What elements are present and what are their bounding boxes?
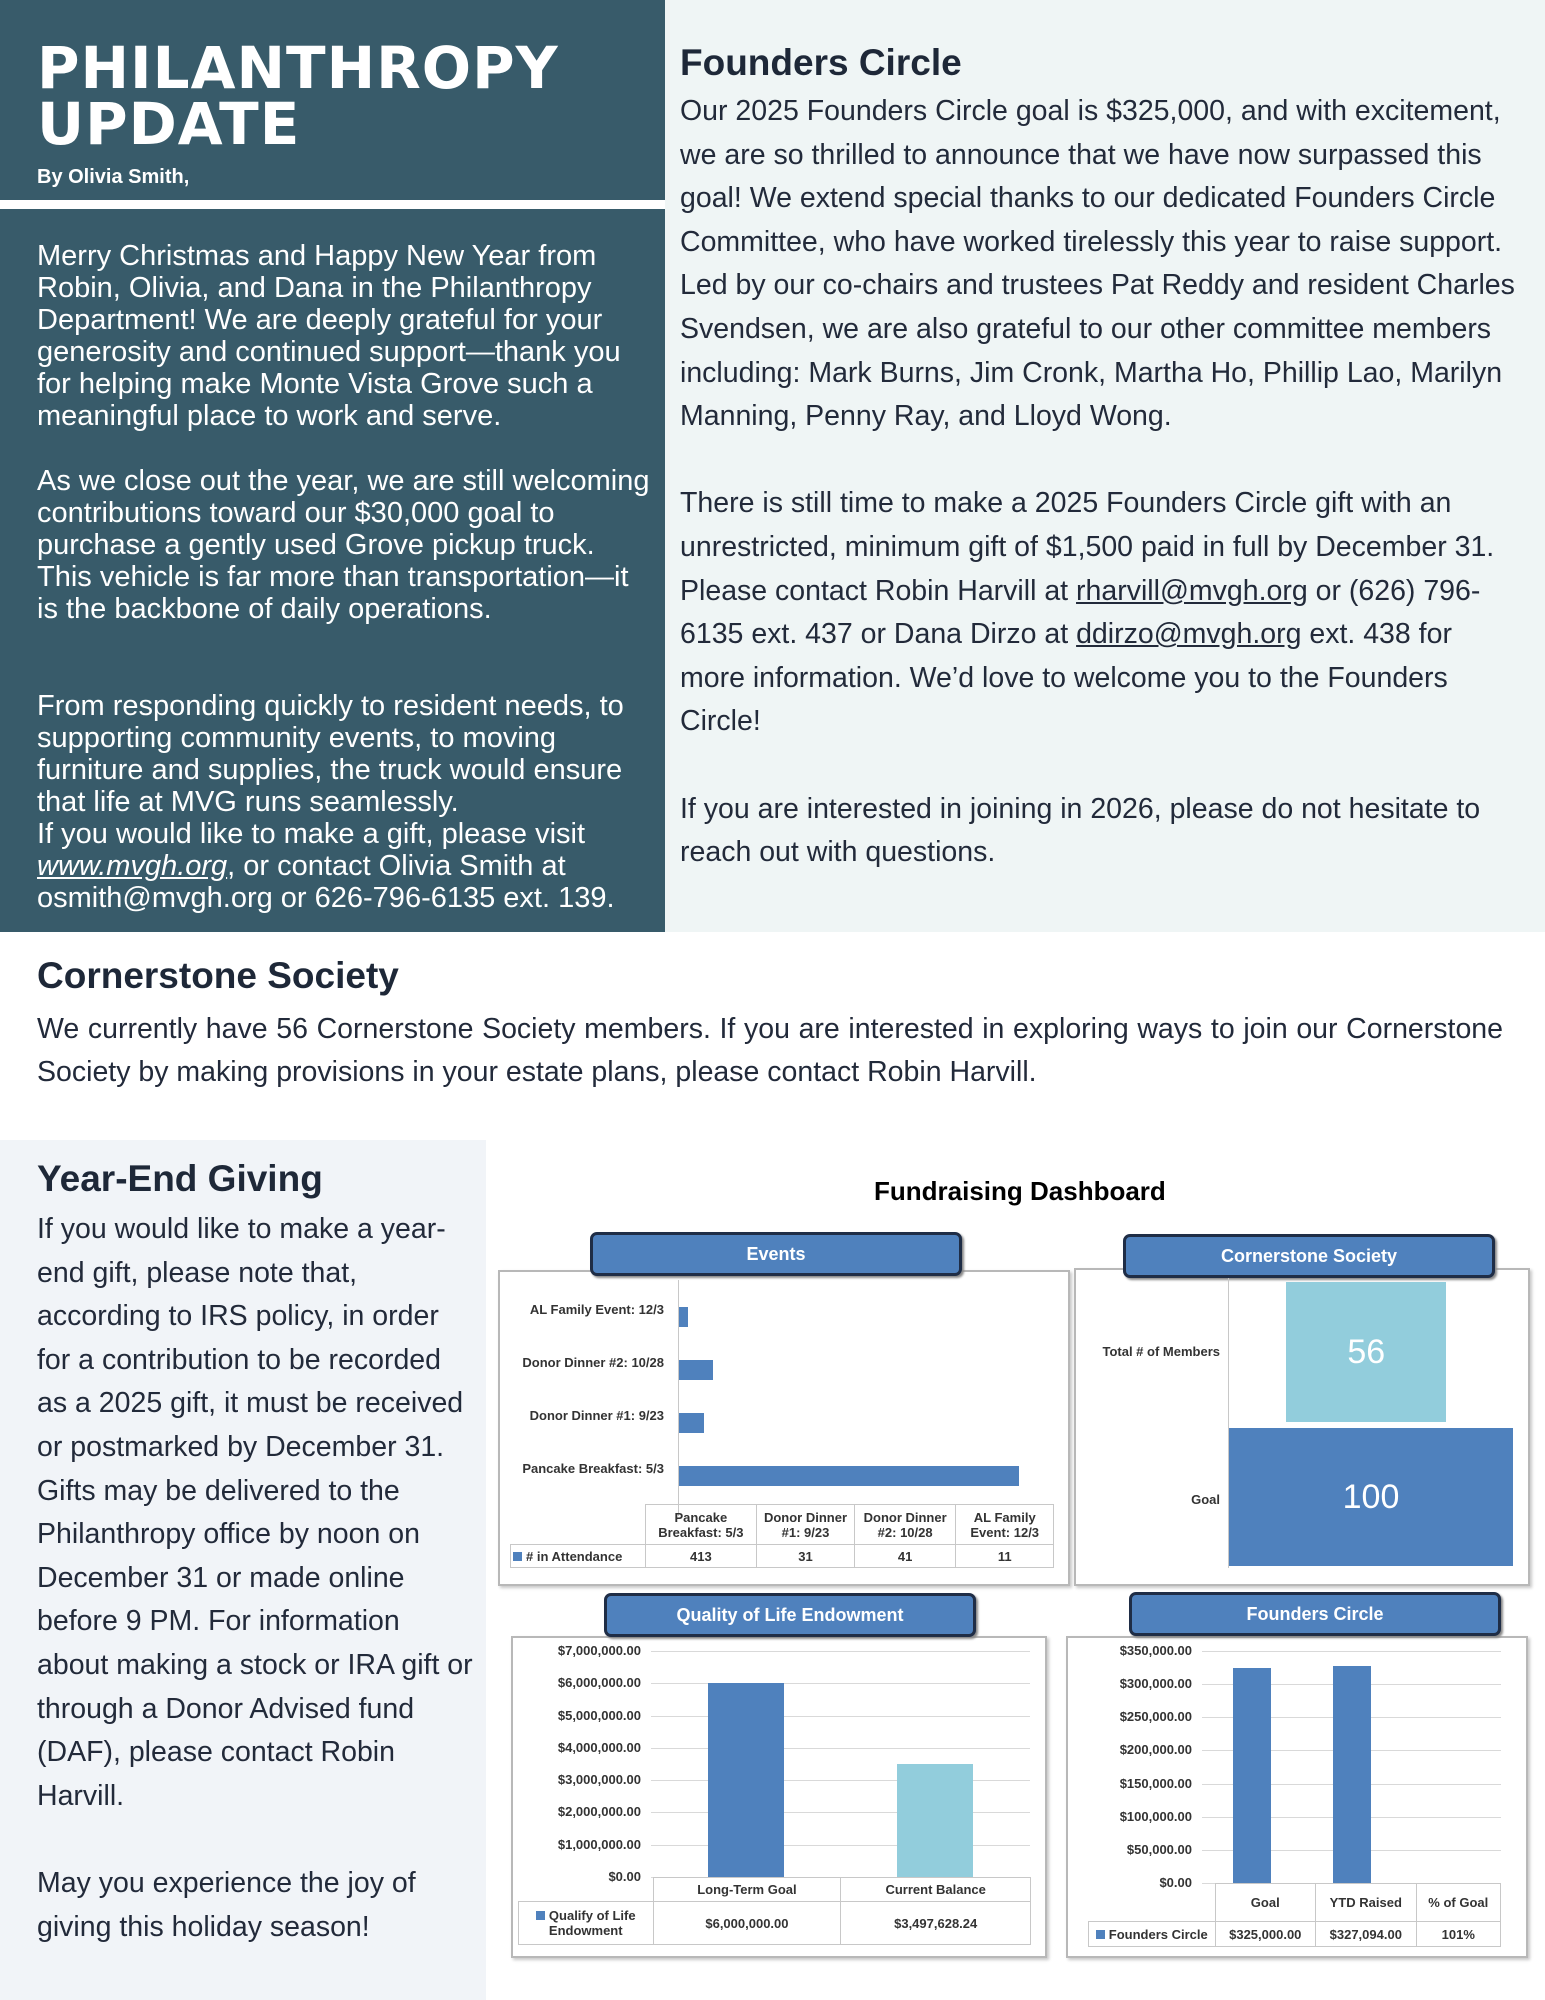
- y-tick-label: $200,000.00: [1119, 1742, 1192, 1758]
- intro-paragraph-2: As we close out the year, we are still welcoming contributions toward our $30,000 goal to purchase a gently used Grove pickup truck. This vehicle is far more than transportation—it is the backbone of daily operations.: [37, 465, 650, 625]
- legend-label: # in Attendance: [526, 1548, 623, 1564]
- founders-chart-title: Founders Circle: [1129, 1592, 1501, 1636]
- events-data-table: [510, 1504, 1054, 1568]
- founders-paragraph-1: Our 2025 Founders Circle goal is $325,000, and with excitement, we are so thrilled to announce that we have now surpassed this goal! We extend special thanks to our dedicated Founders Circle Committee, who have worked tirelessly this year to raise support. Led by our co-chairs and trustees Pat Reddy and resident Charles Svendsen, we are also grateful to our other committee members including: Mark Burns, Jim Cronk, Martha Ho, Phillip Lao, Marilyn Manning, Penny Ray, and Lloyd Wong.: [680, 95, 1515, 433]
- founders-paragraph-2: [680, 482, 1520, 744]
- intro-paragraph-1: Merry Christmas and Happy New Year from Robin, Olivia, and Dana in the Philanthropy Department! We are deeply grateful for your generosity and continued support—thank you for helping make Monte Vista Grove such a meaningful place to work and serve.: [37, 240, 621, 432]
- intro-paragraph-3: From responding quickly to resident needs, to supporting community events, to moving furniture and supplies, the truck would ensure that life at MVG runs seamlessly.: [37, 690, 624, 818]
- legend-swatch: [1096, 1930, 1105, 1939]
- dana-email-link[interactable]: ddirzo@mvgh.org: [1076, 618, 1302, 651]
- y-tick-label: $0.00: [608, 1869, 641, 1884]
- events-category-label: AL Family Event: 12/3: [529, 1302, 664, 1317]
- legend-label: Founders Circle: [1108, 1926, 1208, 1942]
- legend-cell: [511, 1545, 646, 1568]
- table-cell: 41: [854, 1545, 956, 1568]
- table-header: Long-Term Goal: [653, 1878, 841, 1902]
- endowment-chart-title: Quality of Life Endowment: [604, 1593, 976, 1637]
- table-cell: 11: [956, 1545, 1054, 1568]
- endowment-plot: [557, 1643, 1030, 1884]
- endowment-data-table: [518, 1877, 1031, 1945]
- events-bar: [679, 1466, 1019, 1486]
- table-cell: $6,000,000.00: [653, 1902, 841, 1945]
- table-cell: 413: [645, 1545, 757, 1568]
- cornerstone-heading: Cornerstone Society: [37, 955, 399, 996]
- founders-info-text: ext. 438 for more information. We’d love to welcome you to the Founders Circle!: [680, 618, 1452, 738]
- founders-data-table: [1088, 1883, 1501, 1947]
- cornerstone-plot: [1229, 1278, 1515, 1570]
- founders-body: [680, 90, 1520, 875]
- column-bar: [1233, 1668, 1271, 1883]
- table-header: Pancake Breakfast: 5/3: [645, 1505, 757, 1545]
- legend-cell: [519, 1902, 654, 1945]
- events-bar: [679, 1360, 713, 1380]
- founders-paragraph-3: If you are interested in joining in 2026, please do not hesitate to reach out with questions.: [680, 792, 1481, 869]
- table-header: Donor Dinner #2: 10/28: [854, 1505, 956, 1545]
- events-chart-title: Events: [590, 1232, 962, 1276]
- table-header: AL Family Event: 12/3: [956, 1505, 1054, 1545]
- events-bar: [679, 1307, 688, 1327]
- cornerstone-bar: [1229, 1428, 1513, 1566]
- y-tick-label: $50,000.00: [1126, 1841, 1192, 1857]
- y-tick-label: $250,000.00: [1119, 1709, 1192, 1725]
- intro-paragraph-4: [37, 818, 657, 914]
- robin-email-link[interactable]: rharvill@mvgh.org: [1076, 574, 1308, 607]
- byline: By Olivia Smith,: [37, 166, 190, 188]
- intro-gift-text: If you would like to make a gift, please visit: [37, 818, 586, 850]
- table-corner: [511, 1505, 646, 1545]
- column-bar: [708, 1683, 784, 1877]
- founders-heading: Founders Circle: [680, 42, 962, 83]
- y-tick-label: $5,000,000.00: [557, 1707, 641, 1723]
- website-link[interactable]: www.mvgh.org: [37, 850, 228, 882]
- legend-label: Qualify of Life Endowment: [548, 1908, 636, 1938]
- cornerstone-body: We currently have 56 Cornerstone Society members. If you are interested in exploring ways to join our Cornerstone Society by making provisions in your estate plans, please contact Robin Harvill.: [37, 1013, 1503, 1088]
- dashboard-title: Fundraising Dashboard: [874, 1176, 1166, 1206]
- events-bar: [679, 1413, 704, 1433]
- year-end-paragraph-2: May you experience the joy of giving this holiday season!: [37, 1866, 416, 1943]
- events-category-label: Donor Dinner #2: 10/28: [522, 1355, 664, 1370]
- events-plot: [679, 1280, 1049, 1516]
- table-header: Goal: [1215, 1884, 1316, 1922]
- gridline: [1202, 1651, 1501, 1652]
- cornerstone-category-label: Goal: [1191, 1492, 1220, 1507]
- year-end-paragraph-1: If you would like to make a year-end gift, please note that, according to IRS policy, in order for a contribution to be recorded as a 2025 gift, it must be received or postmarked by December 31. Gifts may be delivered to the Philanthropy office by noon on December 31 or made online before 9 PM. For information about making a stock or IRA gift or through a Donor Advised fund (DAF), please contact Robin Harvill.: [37, 1213, 473, 1812]
- year-end-heading: Year-End Giving: [37, 1158, 323, 1199]
- legend-swatch: [536, 1911, 545, 1920]
- table-cell: $3,497,628.24: [841, 1902, 1031, 1945]
- table-corner: [519, 1878, 654, 1902]
- year-end-body: [37, 1208, 477, 1949]
- founders-phone-text: or (626) 796-6135 ext. 437 or Dana Dirzo at: [680, 574, 1481, 651]
- table-header: YTD Raised: [1316, 1884, 1417, 1922]
- y-tick-label: $3,000,000.00: [557, 1772, 641, 1788]
- y-tick-label: $4,000,000.00: [557, 1739, 641, 1755]
- table-header: Donor Dinner #1: 9/23: [757, 1505, 855, 1545]
- table-corner: [1089, 1884, 1216, 1922]
- intro-contact-text: , or contact Olivia Smith at osmith@mvgh.org or 626-796-6135 ext. 139.: [37, 850, 615, 914]
- cornerstone-value-label: 100: [1342, 1477, 1400, 1516]
- table-cell: $327,094.00: [1316, 1922, 1417, 1947]
- y-tick-label: $7,000,000.00: [557, 1643, 641, 1658]
- cornerstone-value-label: 56: [1347, 1332, 1386, 1371]
- column-bar: [897, 1764, 973, 1877]
- events-category-label: Pancake Breakfast: 5/3: [522, 1461, 664, 1476]
- founders-plot: [1119, 1643, 1501, 1890]
- y-tick-label: $2,000,000.00: [557, 1804, 641, 1820]
- table-cell: 31: [757, 1545, 855, 1568]
- events-category-label: Donor Dinner #1: 9/23: [529, 1408, 664, 1423]
- y-tick-label: $100,000.00: [1119, 1808, 1192, 1824]
- y-tick-label: $0.00: [1159, 1875, 1192, 1890]
- y-tick-label: $350,000.00: [1119, 1643, 1192, 1658]
- y-tick-label: $300,000.00: [1119, 1676, 1192, 1692]
- cornerstone-chart-title: Cornerstone Society: [1123, 1234, 1495, 1278]
- legend-swatch: [513, 1552, 522, 1561]
- table-header: % of Goal: [1416, 1884, 1500, 1922]
- masthead-divider: [0, 200, 665, 209]
- cornerstone-category-label: Total # of Members: [1102, 1344, 1220, 1359]
- table-header: Current Balance: [841, 1878, 1031, 1902]
- table-cell: $325,000.00: [1215, 1922, 1316, 1947]
- table-cell: 101%: [1416, 1922, 1500, 1947]
- masthead-title: PHILANTHROPY UPDATE: [37, 34, 559, 158]
- y-tick-label: $6,000,000.00: [557, 1675, 641, 1691]
- gridline: [651, 1651, 1030, 1652]
- y-tick-label: $150,000.00: [1119, 1775, 1192, 1791]
- cornerstone-bar: [1286, 1282, 1446, 1422]
- legend-cell: [1089, 1922, 1216, 1947]
- column-bar: [1333, 1666, 1371, 1883]
- y-tick-label: $1,000,000.00: [557, 1836, 641, 1852]
- founders-gift-text: There is still time to make a 2025 Founders Circle gift with an unrestricted, minimum gift of $1,500 paid in full by December 31. Please contact Robin Harvill at: [680, 487, 1495, 607]
